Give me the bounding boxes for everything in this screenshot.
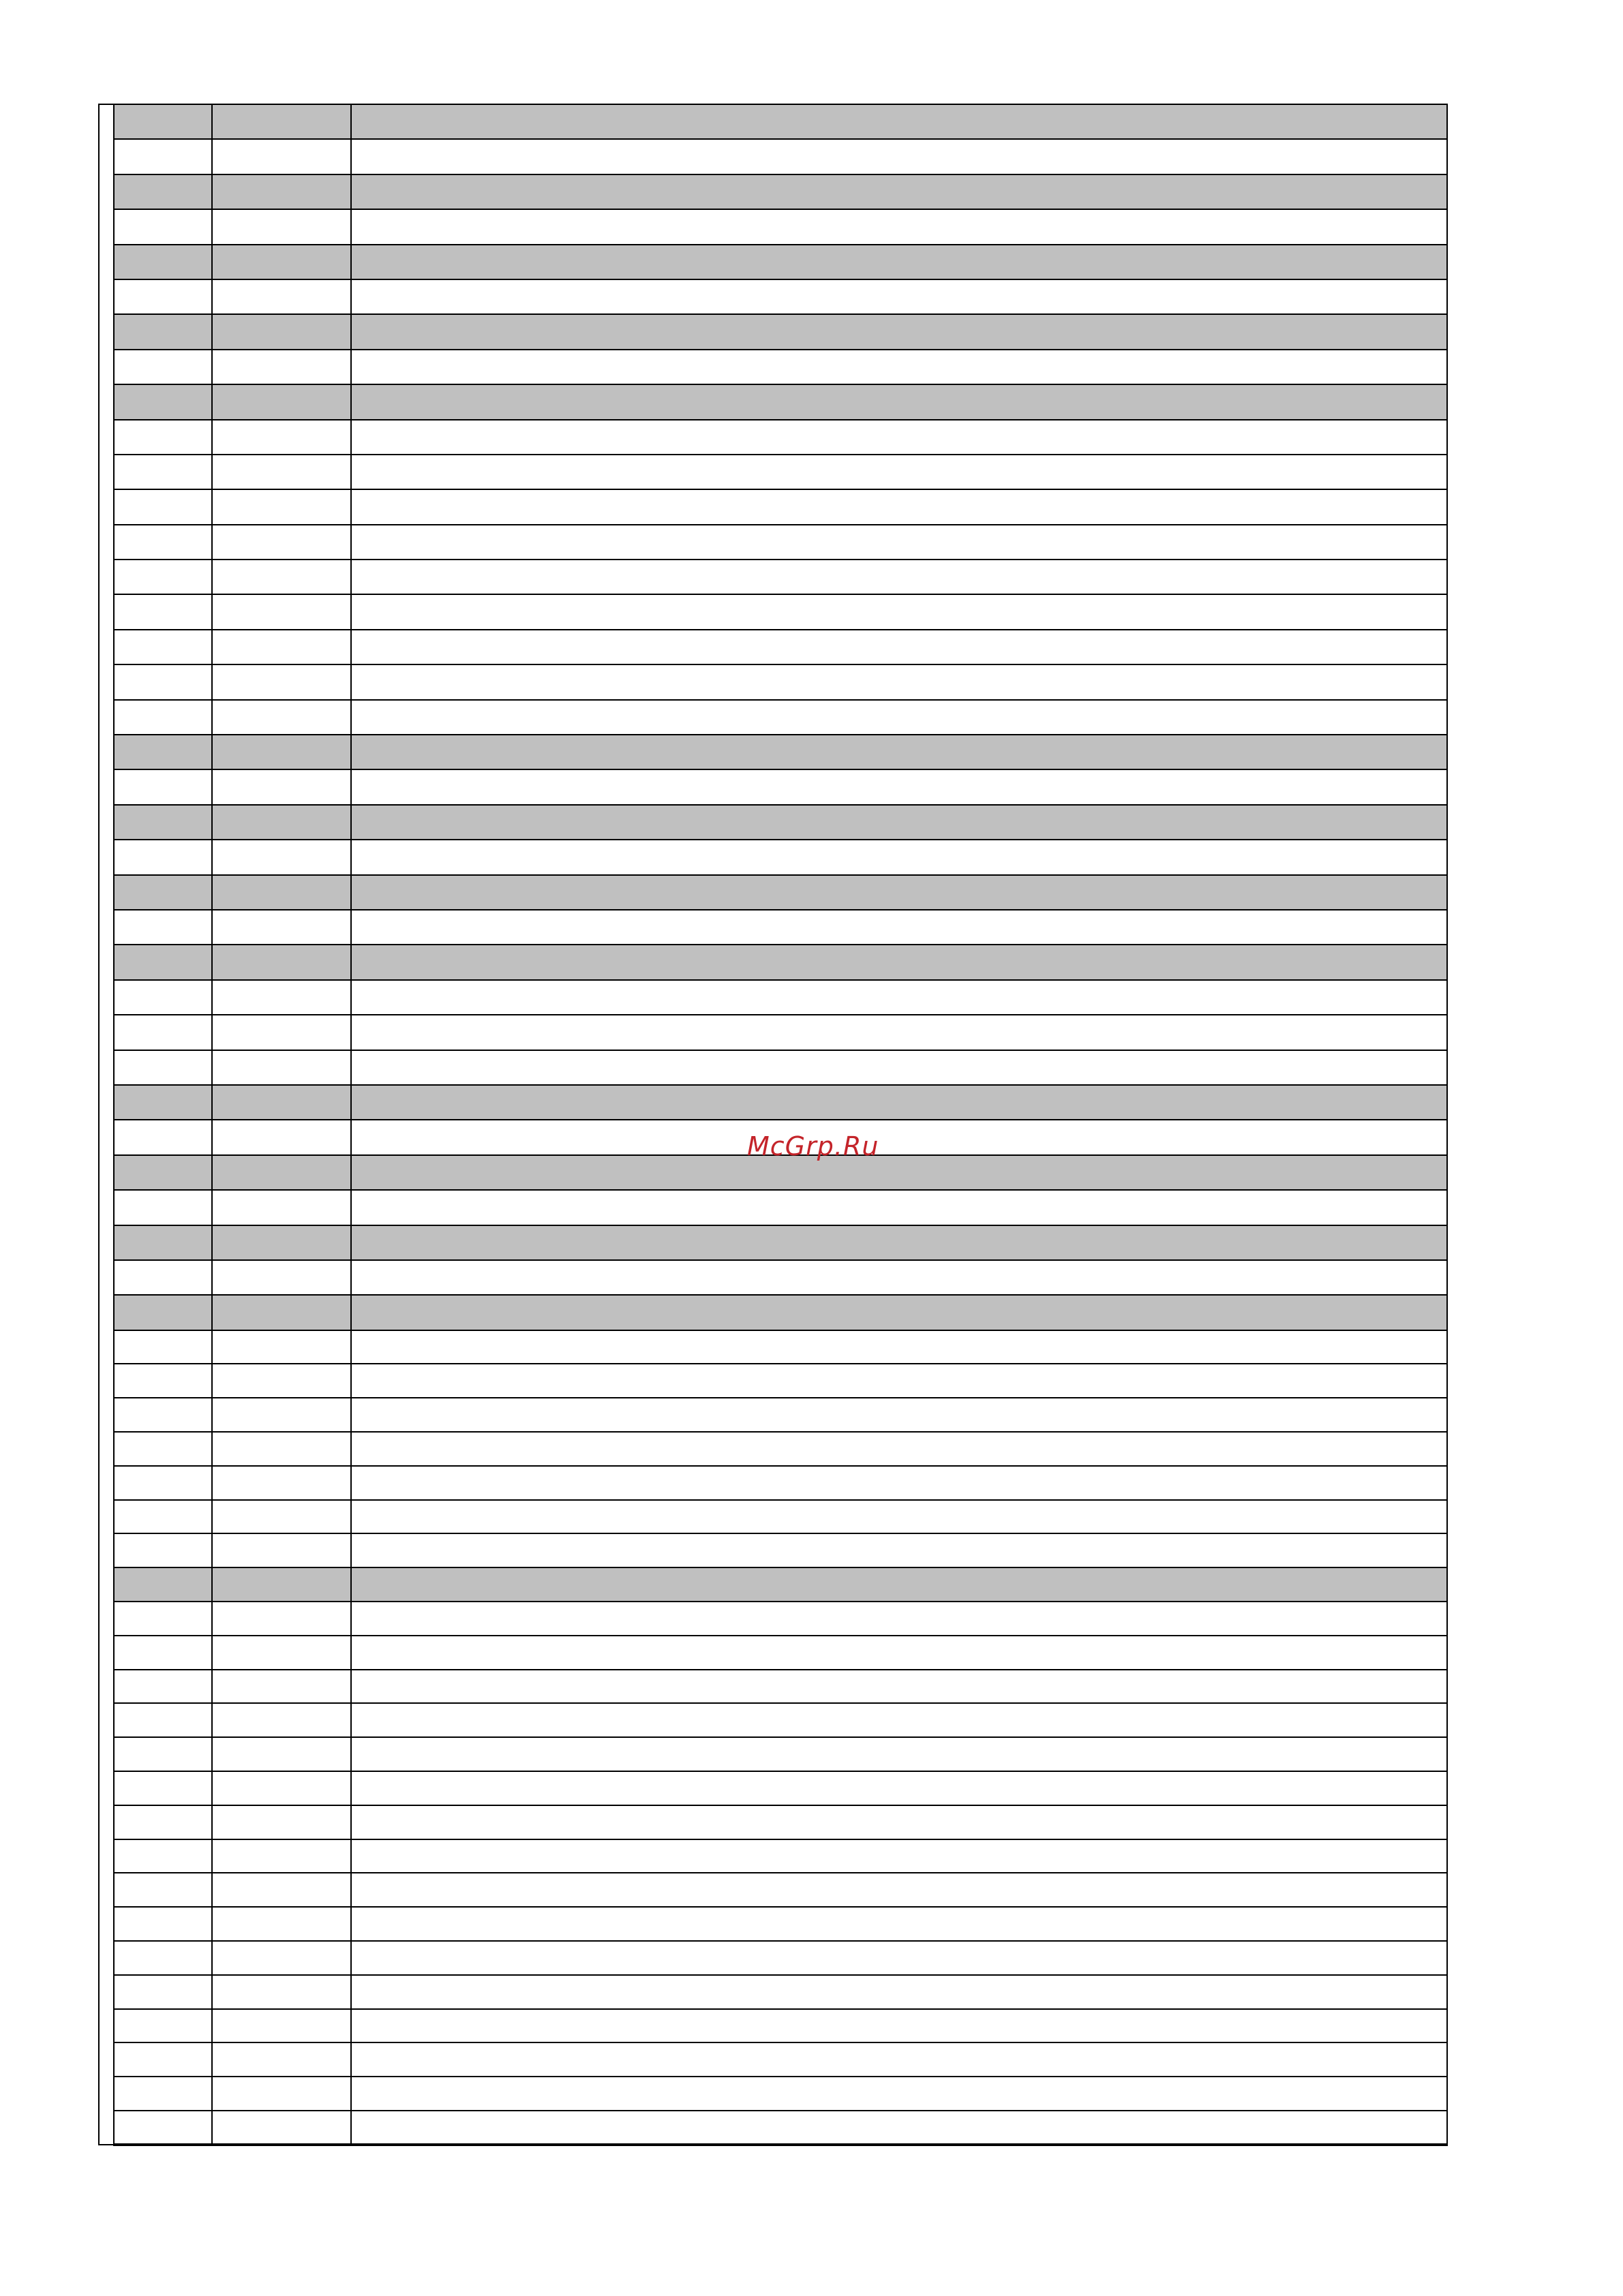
table-row bbox=[114, 910, 1447, 945]
table-cell-col-2 bbox=[212, 279, 351, 314]
table-row-shaded bbox=[114, 314, 1447, 349]
table-cell-col-2 bbox=[212, 1500, 351, 1534]
table-cell-col-2 bbox=[212, 174, 351, 209]
table-cell-col-3 bbox=[351, 805, 1447, 840]
table-cell-col-2 bbox=[212, 1260, 351, 1295]
table-cell-col-3 bbox=[351, 314, 1447, 349]
table-cell-col-1 bbox=[114, 2009, 212, 2043]
table-cell-col-2 bbox=[212, 1364, 351, 1398]
table-cell-col-3 bbox=[351, 350, 1447, 384]
table-cell-col-2 bbox=[212, 1015, 351, 1050]
table-cell-col-1 bbox=[114, 1120, 212, 1154]
table-cell-col-2 bbox=[212, 1225, 351, 1260]
table-cell-col-2 bbox=[212, 1703, 351, 1737]
table-cell-col-2 bbox=[212, 1941, 351, 1975]
table-row-shaded bbox=[114, 104, 1447, 139]
table-cell-col-2 bbox=[212, 1190, 351, 1225]
table-cell-col-3 bbox=[351, 1330, 1447, 1364]
table-cell-col-1 bbox=[114, 980, 212, 1015]
table-cell-col-3 bbox=[351, 594, 1447, 629]
table-cell-col-1 bbox=[114, 1737, 212, 1771]
table-cell-col-2 bbox=[212, 1050, 351, 1085]
table-row bbox=[114, 420, 1447, 455]
table-cell-col-2 bbox=[212, 1805, 351, 1839]
table-cell-col-2 bbox=[212, 2111, 351, 2145]
table-cell-col-3 bbox=[351, 1225, 1447, 1260]
table-cell-col-3 bbox=[351, 1533, 1447, 1567]
table-cell-col-1 bbox=[114, 489, 212, 524]
table-row bbox=[114, 455, 1447, 489]
table-cell-col-2 bbox=[212, 139, 351, 174]
table-row bbox=[114, 1432, 1447, 1466]
table-cell-col-2 bbox=[212, 1432, 351, 1466]
table-cell-col-2 bbox=[212, 980, 351, 1015]
table-row-shaded bbox=[114, 805, 1447, 840]
table-cell-col-3 bbox=[351, 1771, 1447, 1805]
table-cell-col-3 bbox=[351, 664, 1447, 699]
table-cell-col-1 bbox=[114, 2077, 212, 2111]
table-row bbox=[114, 1737, 1447, 1771]
table-cell-col-1 bbox=[114, 1260, 212, 1295]
table-cell-col-1 bbox=[114, 139, 212, 174]
table-cell-col-3 bbox=[351, 1466, 1447, 1500]
table-cell-col-2 bbox=[212, 314, 351, 349]
table-row bbox=[114, 1050, 1447, 1085]
table-cell-col-1 bbox=[114, 1295, 212, 1330]
table-cell-col-2 bbox=[212, 945, 351, 979]
table-row bbox=[114, 1703, 1447, 1737]
table-row-shaded bbox=[114, 384, 1447, 419]
table-row bbox=[114, 980, 1447, 1015]
table-row-shaded bbox=[114, 735, 1447, 769]
table-cell-col-1 bbox=[114, 314, 212, 349]
table-row bbox=[114, 279, 1447, 314]
table-cell-col-2 bbox=[212, 420, 351, 455]
table-cell-col-1 bbox=[114, 384, 212, 419]
table-cell-col-1 bbox=[114, 664, 212, 699]
table-row bbox=[114, 2009, 1447, 2043]
table-row-shaded bbox=[114, 245, 1447, 279]
table-cell-col-3 bbox=[351, 1602, 1447, 1636]
table-cell-col-2 bbox=[212, 1975, 351, 2009]
table-cell-col-3 bbox=[351, 2009, 1447, 2043]
table-cell-col-3 bbox=[351, 104, 1447, 139]
table-cell-col-2 bbox=[212, 489, 351, 524]
watermark-text: McGrp.Ru bbox=[747, 1131, 879, 1161]
table-cell-col-2 bbox=[212, 664, 351, 699]
table-cell-col-2 bbox=[212, 2077, 351, 2111]
table-cell-col-1 bbox=[114, 805, 212, 840]
table-cell-col-2 bbox=[212, 735, 351, 769]
table-row bbox=[114, 1330, 1447, 1364]
table-row bbox=[114, 525, 1447, 560]
table-cell-col-3 bbox=[351, 2042, 1447, 2077]
table-cell-col-3 bbox=[351, 769, 1447, 804]
table-cell-col-3 bbox=[351, 1839, 1447, 1873]
table-cell-col-3 bbox=[351, 1085, 1447, 1120]
table-cell-col-2 bbox=[212, 1466, 351, 1500]
table-cell-col-3 bbox=[351, 980, 1447, 1015]
table-cell-col-2 bbox=[212, 805, 351, 840]
table-cell-col-1 bbox=[114, 525, 212, 560]
table-cell-col-3 bbox=[351, 840, 1447, 874]
table-cell-col-1 bbox=[114, 1533, 212, 1567]
table-row bbox=[114, 1015, 1447, 1050]
table-row bbox=[114, 1466, 1447, 1500]
table-cell-col-1 bbox=[114, 1771, 212, 1805]
table-row bbox=[114, 1805, 1447, 1839]
table-cell-col-2 bbox=[212, 700, 351, 735]
table-cell-col-2 bbox=[212, 1771, 351, 1805]
table-cell-col-1 bbox=[114, 420, 212, 455]
table-cell-col-1 bbox=[114, 1466, 212, 1500]
table-cell-col-3 bbox=[351, 1500, 1447, 1534]
table-cell-col-3 bbox=[351, 455, 1447, 489]
table-cell-col-3 bbox=[351, 1670, 1447, 1704]
table-cell-col-2 bbox=[212, 840, 351, 874]
table-row bbox=[114, 1907, 1447, 1941]
table-cell-col-3 bbox=[351, 279, 1447, 314]
table-cell-col-3 bbox=[351, 945, 1447, 979]
table-cell-col-1 bbox=[114, 1602, 212, 1636]
table-row-shaded bbox=[114, 1567, 1447, 1602]
table-cell-col-1 bbox=[114, 1015, 212, 1050]
table-row bbox=[114, 2042, 1447, 2077]
table-cell-col-2 bbox=[212, 525, 351, 560]
table-row bbox=[114, 1260, 1447, 1295]
table-cell-col-3 bbox=[351, 1636, 1447, 1670]
table-cell-col-2 bbox=[212, 910, 351, 945]
table-cell-col-3 bbox=[351, 245, 1447, 279]
table-cell-col-2 bbox=[212, 1085, 351, 1120]
table-cell-col-2 bbox=[212, 1330, 351, 1364]
table-cell-col-2 bbox=[212, 1155, 351, 1190]
table-cell-col-1 bbox=[114, 1873, 212, 1907]
table-row bbox=[114, 1771, 1447, 1805]
table-cell-col-3 bbox=[351, 1015, 1447, 1050]
table-row bbox=[114, 560, 1447, 594]
table-cell-col-3 bbox=[351, 700, 1447, 735]
table-row bbox=[114, 2111, 1447, 2145]
table-row bbox=[114, 1941, 1447, 1975]
table-cell-col-2 bbox=[212, 2042, 351, 2077]
table-cell-col-2 bbox=[212, 1907, 351, 1941]
table-cell-col-2 bbox=[212, 350, 351, 384]
table-cell-col-3 bbox=[351, 910, 1447, 945]
table-cell-col-3 bbox=[351, 1975, 1447, 2009]
table-row bbox=[114, 630, 1447, 664]
table-cell-col-3 bbox=[351, 139, 1447, 174]
table-cell-col-2 bbox=[212, 1567, 351, 1602]
table-cell-col-2 bbox=[212, 594, 351, 629]
table-cell-col-1 bbox=[114, 560, 212, 594]
table-cell-col-2 bbox=[212, 245, 351, 279]
table-cell-col-3 bbox=[351, 384, 1447, 419]
table-cell-col-3 bbox=[351, 1364, 1447, 1398]
table-cell-col-1 bbox=[114, 1670, 212, 1704]
table-cell-col-1 bbox=[114, 1190, 212, 1225]
table-cell-col-3 bbox=[351, 489, 1447, 524]
table-row-shaded bbox=[114, 875, 1447, 910]
table-cell-col-3 bbox=[351, 2111, 1447, 2145]
table-cell-col-1 bbox=[114, 350, 212, 384]
table-cell-col-3 bbox=[351, 1703, 1447, 1737]
table-cell-col-3 bbox=[351, 1941, 1447, 1975]
table-row bbox=[114, 840, 1447, 874]
table-row bbox=[114, 769, 1447, 804]
table-cell-col-1 bbox=[114, 1975, 212, 2009]
table-cell-col-1 bbox=[114, 735, 212, 769]
table-cell-col-1 bbox=[114, 2111, 212, 2145]
table-cell-col-1 bbox=[114, 1567, 212, 1602]
table-cell-col-2 bbox=[212, 1873, 351, 1907]
table-cell-col-1 bbox=[114, 1805, 212, 1839]
table-cell-col-2 bbox=[212, 384, 351, 419]
table-cell-col-2 bbox=[212, 2009, 351, 2043]
table-cell-col-1 bbox=[114, 840, 212, 874]
table-cell-col-1 bbox=[114, 2042, 212, 2077]
table-cell-col-3 bbox=[351, 630, 1447, 664]
table-cell-col-2 bbox=[212, 455, 351, 489]
table-cell-col-2 bbox=[212, 1533, 351, 1567]
table-cell-col-1 bbox=[114, 1330, 212, 1364]
table-cell-col-1 bbox=[114, 1703, 212, 1737]
table-cell-col-3 bbox=[351, 560, 1447, 594]
table-cell-col-3 bbox=[351, 1432, 1447, 1466]
table-row-shaded bbox=[114, 945, 1447, 979]
table-cell-col-2 bbox=[212, 1839, 351, 1873]
table-row bbox=[114, 2077, 1447, 2111]
table-cell-col-3 bbox=[351, 420, 1447, 455]
table-row-shaded bbox=[114, 1295, 1447, 1330]
table-cell-col-2 bbox=[212, 209, 351, 244]
table-cell-col-3 bbox=[351, 735, 1447, 769]
table-row bbox=[114, 489, 1447, 524]
table-row bbox=[114, 1500, 1447, 1534]
table-cell-col-3 bbox=[351, 1155, 1447, 1190]
table-cell-col-1 bbox=[114, 1941, 212, 1975]
table-row bbox=[114, 209, 1447, 244]
table-cell-col-1 bbox=[114, 1636, 212, 1670]
table-row bbox=[114, 700, 1447, 735]
table-row-shaded bbox=[114, 1225, 1447, 1260]
table-cell-col-1 bbox=[114, 630, 212, 664]
table-cell-col-3 bbox=[351, 1873, 1447, 1907]
left-margin-bar bbox=[98, 104, 113, 2145]
table-cell-col-2 bbox=[212, 875, 351, 910]
table-cell-col-1 bbox=[114, 1398, 212, 1432]
table-cell-col-3 bbox=[351, 174, 1447, 209]
table-cell-col-1 bbox=[114, 910, 212, 945]
table-cell-col-3 bbox=[351, 1120, 1447, 1154]
table-cell-col-1 bbox=[114, 1155, 212, 1190]
table-cell-col-3 bbox=[351, 1737, 1447, 1771]
table-cell-col-1 bbox=[114, 1907, 212, 1941]
table-cell-col-2 bbox=[212, 1602, 351, 1636]
table-cell-col-3 bbox=[351, 875, 1447, 910]
table-cell-col-2 bbox=[212, 560, 351, 594]
table-cell-col-1 bbox=[114, 769, 212, 804]
table-cell-col-3 bbox=[351, 1805, 1447, 1839]
table-cell-col-1 bbox=[114, 245, 212, 279]
table-row bbox=[114, 1873, 1447, 1907]
table-cell-col-1 bbox=[114, 1500, 212, 1534]
table-cell-col-1 bbox=[114, 594, 212, 629]
table-cell-col-3 bbox=[351, 1295, 1447, 1330]
table-cell-col-1 bbox=[114, 1364, 212, 1398]
table-cell-col-3 bbox=[351, 1190, 1447, 1225]
table-cell-col-3 bbox=[351, 1260, 1447, 1295]
table-row bbox=[114, 1602, 1447, 1636]
table-cell-col-3 bbox=[351, 1907, 1447, 1941]
table-row bbox=[114, 1398, 1447, 1432]
table-cell-col-1 bbox=[114, 209, 212, 244]
table-cell-col-1 bbox=[114, 1432, 212, 1466]
table-cell-col-3 bbox=[351, 1567, 1447, 1602]
table-row bbox=[114, 1975, 1447, 2009]
table-cell-col-1 bbox=[114, 875, 212, 910]
table-row bbox=[114, 1190, 1447, 1225]
table-cell-col-1 bbox=[114, 174, 212, 209]
table-cell-col-1 bbox=[114, 1839, 212, 1873]
table-cell-col-1 bbox=[114, 279, 212, 314]
table-cell-col-3 bbox=[351, 1398, 1447, 1432]
table-cell-col-2 bbox=[212, 1670, 351, 1704]
table-cell-col-3 bbox=[351, 525, 1447, 560]
table-cell-col-2 bbox=[212, 1636, 351, 1670]
table-cell-col-1 bbox=[114, 1085, 212, 1120]
table-cell-col-2 bbox=[212, 1295, 351, 1330]
table-row-shaded bbox=[114, 1085, 1447, 1120]
table-row bbox=[114, 1364, 1447, 1398]
table-cell-col-3 bbox=[351, 2077, 1447, 2111]
table-body bbox=[114, 104, 1447, 2145]
table-cell-col-1 bbox=[114, 1050, 212, 1085]
table-cell-col-1 bbox=[114, 1225, 212, 1260]
table-row bbox=[114, 350, 1447, 384]
table-cell-col-3 bbox=[351, 209, 1447, 244]
table-cell-col-1 bbox=[114, 945, 212, 979]
table-cell-col-1 bbox=[114, 455, 212, 489]
table-row bbox=[114, 1839, 1447, 1873]
table-cell-col-2 bbox=[212, 1737, 351, 1771]
table-cell-col-2 bbox=[212, 769, 351, 804]
table-cell-col-2 bbox=[212, 1398, 351, 1432]
table-row bbox=[114, 139, 1447, 174]
table-cell-col-3 bbox=[351, 1050, 1447, 1085]
table-row bbox=[114, 594, 1447, 629]
table-cell-col-1 bbox=[114, 700, 212, 735]
table-row bbox=[114, 1670, 1447, 1704]
table-row bbox=[114, 1636, 1447, 1670]
table-cell-col-1 bbox=[114, 104, 212, 139]
table-cell-col-2 bbox=[212, 630, 351, 664]
table-row bbox=[114, 1533, 1447, 1567]
table-cell-col-2 bbox=[212, 1120, 351, 1154]
table-cell-col-2 bbox=[212, 104, 351, 139]
data-table bbox=[113, 104, 1448, 2146]
table-row bbox=[114, 664, 1447, 699]
table-row-shaded bbox=[114, 174, 1447, 209]
